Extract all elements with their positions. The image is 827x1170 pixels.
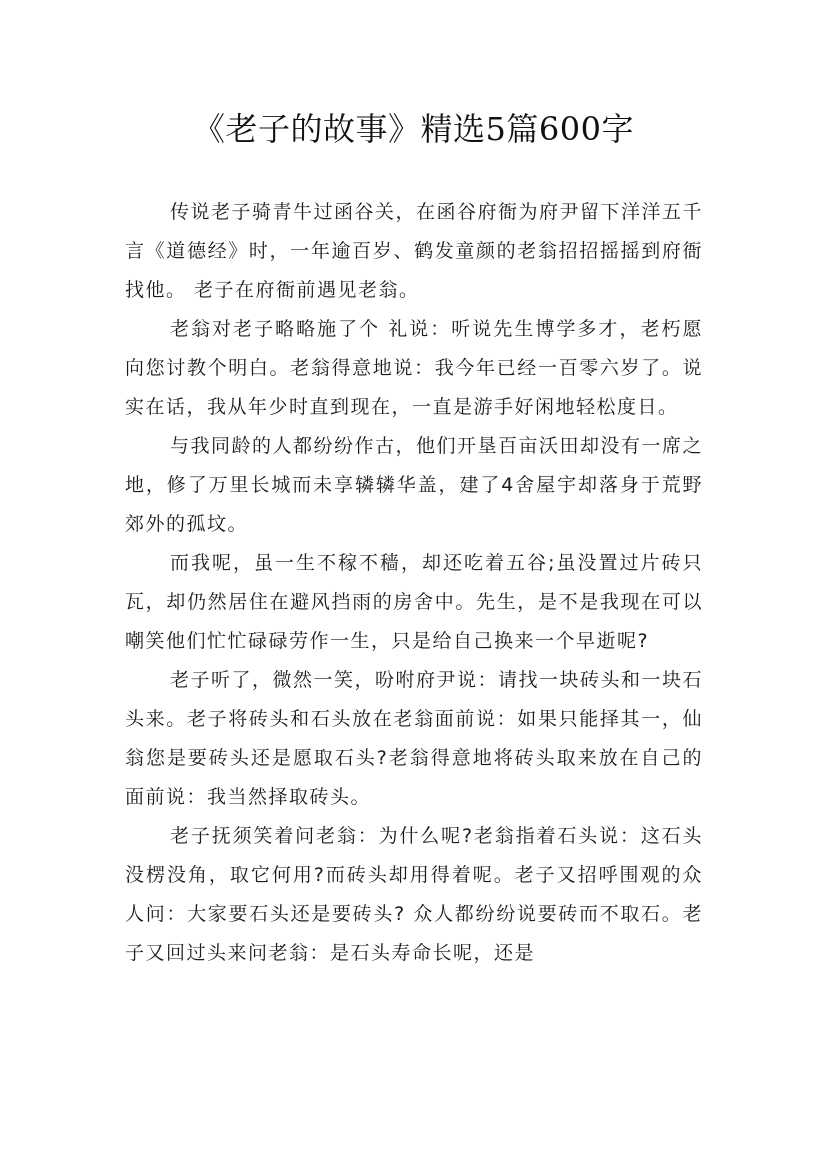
document-body	[125, 193, 703, 973]
paragraph: 与我同龄的人都纷纷作古，他们开垦百亩沃田却没有一席之地，修了万里长城而未享辚辚华盖，建了4舍屋宇却落身于荒野郊外的孤坟。	[125, 435, 704, 535]
paragraph: 而我呢，虽一生不稼不穑，却还吃着五谷;虽没置过片砖只瓦，却仍然居住在避风挡雨的房舍中。先生，是不是我现在可以嘲笑他们忙忙碌碌劳作一生，只是给自己换来一个早逝呢?	[125, 552, 703, 652]
paragraph: 老子听了，微然一笑，吩咐府尹说：请找一块砖头和一块石头来。老子将砖头和石头放在老翁面前说：如果只能择其一，仙翁您是要砖头还是愿取石头?老翁得意地将砖头取来放在自己的面前说：我当然择取砖头。	[125, 669, 704, 808]
document-title: 《老子的故事》精选5篇600字	[193, 110, 634, 148]
paragraph: 老子抚须笑着问老翁：为什么呢?老翁指着石头说：这石头没楞没角，取它何用?而砖头却用得着呢。老子又招呼围观的众人问：大家要石头还是要砖头? 众人都纷纷说要砖而不取石。老子又回过头来问老翁：是石头寿命长呢，还是	[125, 825, 703, 964]
paragraph: 传说老子骑青牛过函谷关，在函谷府衙为府尹留下洋洋五千言《道德经》时，一年逾百岁、鹤发童颜的老翁招招摇摇到府衙找他。 老子在府衙前遇见老翁。	[125, 201, 704, 301]
paragraph: 老翁对老子略略施了个 礼说：听说先生博学多才，老朽愿向您讨教个明白。老翁得意地说：我今年已经一百零六岁了。说实在话，我从年少时直到现在，一直是游手好闲地轻松度日。	[125, 318, 703, 418]
